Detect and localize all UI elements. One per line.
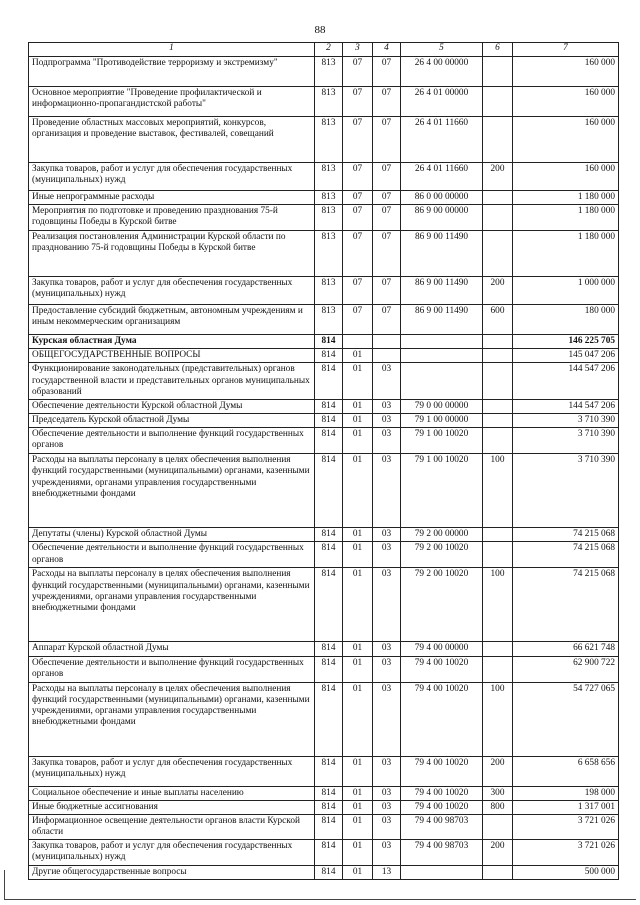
table-row [29,277,619,305]
grbs-code: 814 [315,428,343,454]
target-article: 26 4 01 11660 [401,163,483,191]
amount: 180 000 [513,305,619,335]
subsection-code [373,349,401,363]
expense-type [483,191,513,205]
amount: 3 721 026 [513,840,619,866]
target-article: 86 9 00 11490 [401,231,483,277]
section-code: 07 [343,305,373,335]
amount: 144 547 206 [513,399,619,413]
section-code: 01 [343,568,373,642]
budget-table [28,42,619,880]
expense-type [483,87,513,117]
section-code: 01 [343,349,373,363]
item-name: ОБЩЕГОСУДАРСТВЕННЫЕ ВОПРОСЫ [29,349,315,363]
subsection-code: 03 [373,568,401,642]
target-article: 26 4 00 00000 [401,57,483,87]
expense-type [483,335,513,349]
subsection-code: 03 [373,682,401,756]
amount: 74 215 068 [513,528,619,542]
expense-type: 200 [483,840,513,866]
item-name: Обеспечение деятельности и выполнение функций государственных органов [29,656,315,682]
amount: 500 000 [513,866,619,880]
item-name: Предоставление субсидий бюджетным, автономным учреждениям и иным некоммерческим организациям [29,305,315,335]
expense-type: 200 [483,277,513,305]
item-name: Депутаты (члены) Курской областной Думы [29,528,315,542]
expense-type: 600 [483,305,513,335]
target-article: 79 4 00 10020 [401,656,483,682]
item-name: Аппарат Курской областной Думы [29,642,315,656]
subsection-code [373,335,401,349]
item-name: Курская областная Дума [29,335,315,349]
table-row [29,568,619,642]
table-row [29,542,619,568]
subsection-code: 07 [373,205,401,231]
amount: 198 000 [513,786,619,800]
amount: 3 721 026 [513,814,619,839]
section-code: 01 [343,682,373,756]
target-article: 79 2 00 00000 [401,528,483,542]
target-article [401,349,483,363]
grbs-code: 814 [315,542,343,568]
table-row [29,163,619,191]
grbs-code: 813 [315,191,343,205]
grbs-code: 813 [315,305,343,335]
expense-type [483,642,513,656]
target-article: 86 9 00 11490 [401,277,483,305]
table-row [29,656,619,682]
subsection-code: 03 [373,399,401,413]
table-row [29,87,619,117]
item-name: Иные бюджетные ассигнования [29,800,315,814]
subsection-code: 03 [373,428,401,454]
section-code: 01 [343,814,373,839]
subsection-code: 07 [373,117,401,163]
item-name: Закупка товаров, работ и услуг для обеспечения государственных (муниципальных) нужд [29,840,315,866]
amount: 160 000 [513,117,619,163]
item-name: Проведение областных массовых мероприятий, конкурсов, организация и проведение выставок, фестивалей, совещаний [29,117,315,163]
section-code: 07 [343,191,373,205]
subsection-code: 07 [373,87,401,117]
table-row [29,840,619,866]
table-row [29,305,619,335]
subsection-code: 03 [373,414,401,428]
amount: 160 000 [513,163,619,191]
page-edge-rule [4,870,5,900]
table-row [29,428,619,454]
grbs-code: 814 [315,756,343,786]
amount: 66 621 748 [513,642,619,656]
table-row [29,57,619,87]
amount: 144 547 206 [513,363,619,399]
target-article [401,335,483,349]
section-code: 01 [343,528,373,542]
expense-type [483,414,513,428]
section-code: 07 [343,277,373,305]
section-code: 07 [343,163,373,191]
subsection-code: 07 [373,163,401,191]
target-article: 79 2 00 10020 [401,568,483,642]
target-article: 79 4 00 10020 [401,756,483,786]
subsection-code: 03 [373,656,401,682]
column-header: 4 [373,43,401,57]
table-row [29,191,619,205]
table-row [29,399,619,413]
amount: 160 000 [513,87,619,117]
item-name: Социальное обеспечение и иные выплаты населению [29,786,315,800]
section-code: 01 [343,454,373,528]
section-code: 07 [343,205,373,231]
column-header: 7 [513,43,619,57]
amount: 146 225 705 [513,335,619,349]
section-code: 01 [343,414,373,428]
grbs-code: 814 [315,399,343,413]
grbs-code: 813 [315,57,343,87]
table-row [29,682,619,756]
target-article: 79 4 00 98703 [401,840,483,866]
subsection-code: 03 [373,642,401,656]
amount: 54 727 065 [513,682,619,756]
amount: 1 180 000 [513,231,619,277]
amount: 1 317 001 [513,800,619,814]
expense-type: 100 [483,682,513,756]
grbs-code: 814 [315,454,343,528]
subsection-code: 03 [373,840,401,866]
expense-type [483,542,513,568]
column-header: 1 [29,43,315,57]
grbs-code: 813 [315,231,343,277]
target-article: 86 0 00 00000 [401,191,483,205]
item-name: Мероприятия по подготовке и проведению празднования 75-й годовщины Победы в Курской битве [29,205,315,231]
section-code: 01 [343,756,373,786]
expense-type: 800 [483,800,513,814]
expense-type [483,205,513,231]
target-article [401,363,483,399]
table-row [29,800,619,814]
section-code: 01 [343,642,373,656]
item-name: Реализация постановления Администрации Курской области по празднованию 75-й годовщины Победы в Курской битве [29,231,315,277]
subsection-code: 03 [373,454,401,528]
table-row [29,117,619,163]
page-bottom-rule [4,899,636,900]
amount: 145 047 206 [513,349,619,363]
expense-type [483,363,513,399]
table-row [29,866,619,880]
item-name: Иные непрограммные расходы [29,191,315,205]
grbs-code: 814 [315,363,343,399]
target-article: 79 4 00 00000 [401,642,483,656]
table-row [29,335,619,349]
grbs-code: 813 [315,117,343,163]
subsection-code: 03 [373,528,401,542]
header-row [29,43,619,57]
column-header: 2 [315,43,343,57]
grbs-code: 814 [315,786,343,800]
subsection-code: 03 [373,542,401,568]
item-name: Подпрограмма "Противодействие терроризму и экстремизму" [29,57,315,87]
amount: 74 215 068 [513,542,619,568]
grbs-code: 814 [315,414,343,428]
section-code: 07 [343,117,373,163]
grbs-code: 814 [315,568,343,642]
subsection-code: 03 [373,814,401,839]
section-code: 01 [343,399,373,413]
section-code: 01 [343,656,373,682]
target-article: 26 4 01 11660 [401,117,483,163]
table-row [29,349,619,363]
table-row [29,756,619,786]
target-article [401,866,483,880]
expense-type: 200 [483,163,513,191]
subsection-code: 07 [373,277,401,305]
expense-type: 200 [483,756,513,786]
amount: 62 900 722 [513,656,619,682]
table-row [29,454,619,528]
target-article: 86 9 00 00000 [401,205,483,231]
subsection-code: 03 [373,756,401,786]
target-article: 79 4 00 98703 [401,814,483,839]
table-row [29,205,619,231]
section-code: 01 [343,542,373,568]
grbs-code: 814 [315,682,343,756]
item-name: Обеспечение деятельности и выполнение функций государственных органов [29,428,315,454]
section-code: 01 [343,786,373,800]
expense-type [483,866,513,880]
expense-type [483,231,513,277]
table-row [29,786,619,800]
item-name: Функционирование законодательных (представительных) органов государственной власти и представительных органов муниципальных образований [29,363,315,399]
page-number: 88 [314,24,326,36]
grbs-code: 813 [315,277,343,305]
subsection-code: 03 [373,786,401,800]
expense-type: 300 [483,786,513,800]
expense-type [483,528,513,542]
grbs-code: 814 [315,335,343,349]
grbs-code: 814 [315,814,343,839]
table-row [29,814,619,839]
amount: 74 215 068 [513,568,619,642]
grbs-code: 814 [315,656,343,682]
section-code: 01 [343,363,373,399]
amount: 6 658 656 [513,756,619,786]
grbs-code: 813 [315,205,343,231]
grbs-code: 813 [315,87,343,117]
expense-type [483,656,513,682]
target-article: 79 1 00 10020 [401,454,483,528]
item-name: Расходы на выплаты персоналу в целях обеспечения выполнения функций государственными (муниципальными) органами, казенными учреждениями, органами управления государственными внебюджетными фондами [29,454,315,528]
amount: 160 000 [513,57,619,87]
subsection-code: 13 [373,866,401,880]
expense-type [483,428,513,454]
target-article: 26 4 01 00000 [401,87,483,117]
section-code [343,335,373,349]
amount: 3 710 390 [513,454,619,528]
table-row [29,231,619,277]
expense-type [483,117,513,163]
section-code: 01 [343,866,373,880]
subsection-code: 03 [373,800,401,814]
subsection-code: 07 [373,305,401,335]
amount: 3 710 390 [513,428,619,454]
item-name: Обеспечение деятельности и выполнение функций государственных органов [29,542,315,568]
item-name: Закупка товаров, работ и услуг для обеспечения государственных (муниципальных) нужд [29,277,315,305]
target-article: 79 1 00 00000 [401,414,483,428]
column-header: 3 [343,43,373,57]
subsection-code: 07 [373,231,401,277]
target-article: 86 9 00 11490 [401,305,483,335]
item-name: Основное мероприятие "Проведение профилактической и информационно-пропагандистской работы" [29,87,315,117]
target-article: 79 4 00 10020 [401,682,483,756]
target-article: 79 1 00 10020 [401,428,483,454]
amount: 1 000 000 [513,277,619,305]
subsection-code: 07 [373,191,401,205]
section-code: 07 [343,231,373,277]
table-row [29,363,619,399]
item-name: Другие общегосударственные вопросы [29,866,315,880]
amount: 1 180 000 [513,205,619,231]
grbs-code: 814 [315,800,343,814]
grbs-code: 814 [315,642,343,656]
subsection-code: 03 [373,363,401,399]
item-name: Расходы на выплаты персоналу в целях обеспечения выполнения функций государственными (муниципальными) органами, казенными учреждениями, органами управления государственными внебюджетными фондами [29,682,315,756]
grbs-code: 814 [315,840,343,866]
target-article: 79 4 00 10020 [401,800,483,814]
column-header: 5 [401,43,483,57]
expense-type: 100 [483,568,513,642]
target-article: 79 2 00 10020 [401,542,483,568]
section-code: 01 [343,840,373,866]
expense-type: 100 [483,454,513,528]
table-row [29,642,619,656]
table-row [29,414,619,428]
target-article: 79 0 00 00000 [401,399,483,413]
grbs-code: 814 [315,349,343,363]
item-name: Информационное освещение деятельности органов власти Курской области [29,814,315,839]
grbs-code: 814 [315,866,343,880]
expense-type [483,349,513,363]
item-name: Закупка товаров, работ и услуг для обеспечения государственных (муниципальных) нужд [29,163,315,191]
table-row [29,528,619,542]
target-article: 79 4 00 10020 [401,786,483,800]
section-code: 01 [343,800,373,814]
section-code: 01 [343,428,373,454]
amount: 1 180 000 [513,191,619,205]
grbs-code: 814 [315,528,343,542]
section-code: 07 [343,57,373,87]
expense-type [483,814,513,839]
section-code: 07 [343,87,373,117]
grbs-code: 813 [315,163,343,191]
item-name: Закупка товаров, работ и услуг для обеспечения государственных (муниципальных) нужд [29,756,315,786]
expense-type [483,57,513,87]
column-header: 6 [483,43,513,57]
subsection-code: 07 [373,57,401,87]
item-name: Расходы на выплаты персоналу в целях обеспечения выполнения функций государственными (муниципальными) органами, казенными учреждениями, органами управления государственными внебюджетными фондами [29,568,315,642]
item-name: Обеспечение деятельности Курской областной Думы [29,399,315,413]
expense-type [483,399,513,413]
item-name: Председатель Курской областной Думы [29,414,315,428]
amount: 3 710 390 [513,414,619,428]
